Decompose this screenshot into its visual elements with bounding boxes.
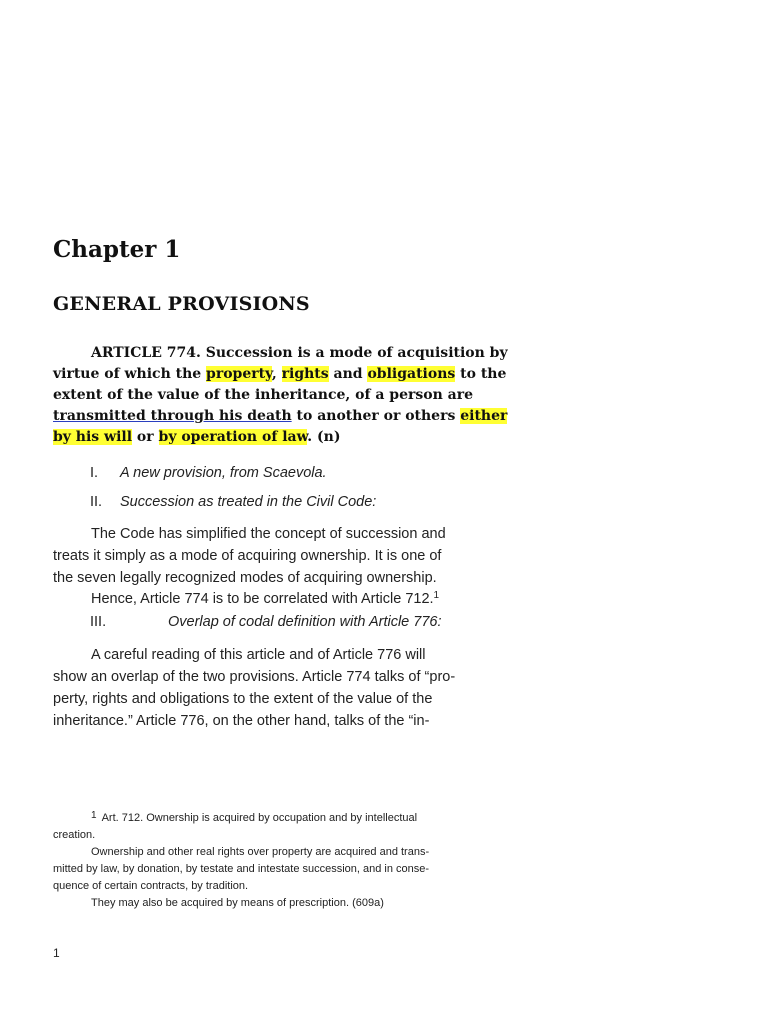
article-text: and [328,366,368,382]
article-text: virtue of which the [53,366,207,382]
paragraph-text: Hence, Article 774 is to be correlated with Article 712. [91,591,434,607]
highlight-by-operation: by operation of law [158,429,308,445]
page-number: 1 [53,946,60,960]
article-line-1 [53,343,508,364]
underline-transmitted: transmitted through his death [53,408,292,424]
item-title: Succession as treated in the Civil Code: [120,494,377,510]
paragraph-line: show an overlap of the two provisions. Article 774 talks of “pro- [53,669,456,685]
paragraph-line: The Code has simplified the concept of succession and [91,526,446,542]
item-number: I. [90,465,99,481]
article-text: . (n) [307,429,341,445]
item-3 [90,614,442,630]
article-text: Succession is a mode of acquisition by [200,345,508,361]
paragraph-line: inheritance.” Article 776, on the other hand, talks of the “in- [53,713,430,729]
paragraph-line: treats it simply as a mode of acquiring ownership. It is one of [53,548,442,564]
footnote-line: creation. [53,829,96,841]
article-label: ARTICLE 774. [91,345,201,361]
paragraph-line: the seven legally recognized modes of acquiring ownership. [53,570,437,586]
item-number: III. [90,614,107,630]
article-text: to another or others [291,408,461,424]
article-774 [53,343,508,448]
article-line-2 [53,364,507,385]
chapter-title: Chapter 1 [53,236,181,263]
footnote-ref: 1 [433,590,440,601]
footnote-line [53,807,473,827]
item-number: II. [90,494,103,510]
article-line-3: extent of the value of the inheritance, of a person are [53,387,474,403]
highlight-property: property [206,366,272,382]
highlight-by-his-will: by his will [53,429,133,445]
article-text: to the [455,366,507,382]
footnote-line: They may also be acquired by means of prescription. (609a) [91,897,384,909]
paragraph-line: perty, rights and obligations to the extent of the value of the [53,691,433,707]
article-line-5 [53,427,493,448]
section-title: GENERAL PROVISIONS [53,293,310,315]
highlight-rights: rights [281,366,329,382]
footnote-text: Art. 712. Ownership is acquired by occupation and by intellectual [101,812,418,824]
item-2 [90,494,376,510]
footnote-marker: 1 [91,810,97,821]
footnote-line: quence of certain contracts, by tradition. [53,880,249,892]
article-text: , [271,366,282,382]
article-text: or [132,429,159,445]
item-1 [90,465,327,481]
highlight-obligations: obligations [367,366,456,382]
paragraph-line [53,585,473,610]
highlight-either: either [460,408,508,424]
paragraph-2 [53,644,473,732]
footnote-line: Ownership and other real rights over property are acquired and trans- [91,846,430,858]
footnote [53,807,473,912]
paragraph-line: A careful reading of this article and of Article 776 will [91,647,426,663]
item-title: Overlap of codal definition with Article 776: [168,614,442,630]
article-line-4 [53,406,508,427]
footnote-line: mitted by law, by donation, by testate and intestate succession, and in conse- [53,863,430,875]
paragraph-1 [53,523,473,610]
item-title: A new provision, from Scaevola. [120,465,327,481]
